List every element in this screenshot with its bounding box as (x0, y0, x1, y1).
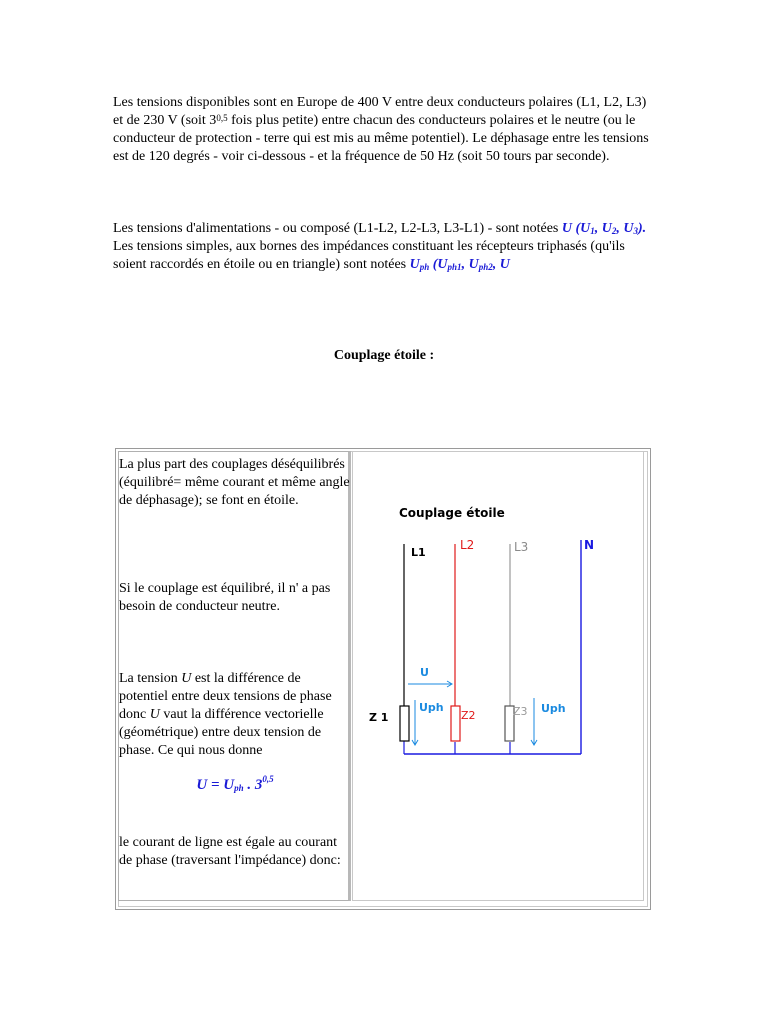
impedance-z1 (400, 706, 409, 741)
cell-text-2: Si le couplage est équilibré, il n' a pas besoin de conducteur neutre. (119, 581, 331, 614)
intro-paragraph-1 (113, 94, 658, 166)
cell-text-1: La plus part des couplages déséquilibrés (équilibré= même courant et même angle de déphasage); se font en étoile. (119, 457, 350, 508)
intro-p1-text: Les tensions disponibles sont en Europe de 400 V entre deux conducteurs polaires (L1, L2, L3) et de 230 V (soit 3 (113, 95, 647, 128)
label-z2: Z2 (461, 709, 476, 722)
label-l2: L2 (460, 538, 475, 552)
cell-text-4: le courant de ligne est égale au courant de phase (traversant l'impédance) donc: (119, 835, 341, 868)
exponent: 0,5 (216, 113, 228, 123)
diagram-title: Couplage étoile (399, 506, 505, 520)
cell-text-3: La tension U est la différence de potentiel entre deux tensions de phase donc U vaut la différence vectorielle (géométrique) entre deux tension de phase. Ce qui nous donne (119, 671, 332, 758)
content-table (115, 448, 651, 910)
star-coupling-diagram (353, 452, 643, 900)
uph-notation: $U_{ph}$ ($U_{ph1}$, $U_{ph2}$, U (409, 257, 510, 272)
section-title: Couplage étoile : (333, 348, 435, 363)
table-cell-diagram (352, 451, 644, 901)
label-u: U (420, 666, 429, 679)
label-l1: L1 (411, 546, 426, 559)
intro-p2-text: Les tensions d'alimentations - ou composé (L1-L2, L2-L3, L3-L1) - sont notées (113, 221, 562, 236)
intro-p1-text-cont: fois plus petite) entre chacun des conducteurs polaires et le neutre (ou le conducteur de protection - terre qui est mis au même potentiel). Le déphasage entre les tensions est de 120 degrés - voir ci-dessous - et la fréquence de 50 Hz (soit 50 tours par seconde). (113, 113, 649, 164)
label-z1: Z 1 (369, 711, 389, 724)
voltage-formula: $U = U_{ph}$ . 3$^{0,5}$ (196, 774, 274, 793)
label-l3: L3 (514, 540, 529, 554)
intro-p3-text: Les tensions simples, aux bornes des impédances constituant les récepteurs triphasés (qu'ils soient raccordés en étoile ou en triangle) sont notées (113, 239, 625, 272)
label-n: N (584, 538, 595, 552)
label-uph-right: Uph (541, 702, 566, 715)
u-notation: U ($U_1$, $U_2$, $U_3$). (561, 221, 647, 236)
impedance-z2 (451, 706, 460, 741)
table-cell-text (118, 451, 351, 901)
intro-paragraph-2 (113, 220, 658, 274)
label-uph-left: Uph (419, 701, 444, 714)
label-z3: Z3 (513, 705, 528, 718)
